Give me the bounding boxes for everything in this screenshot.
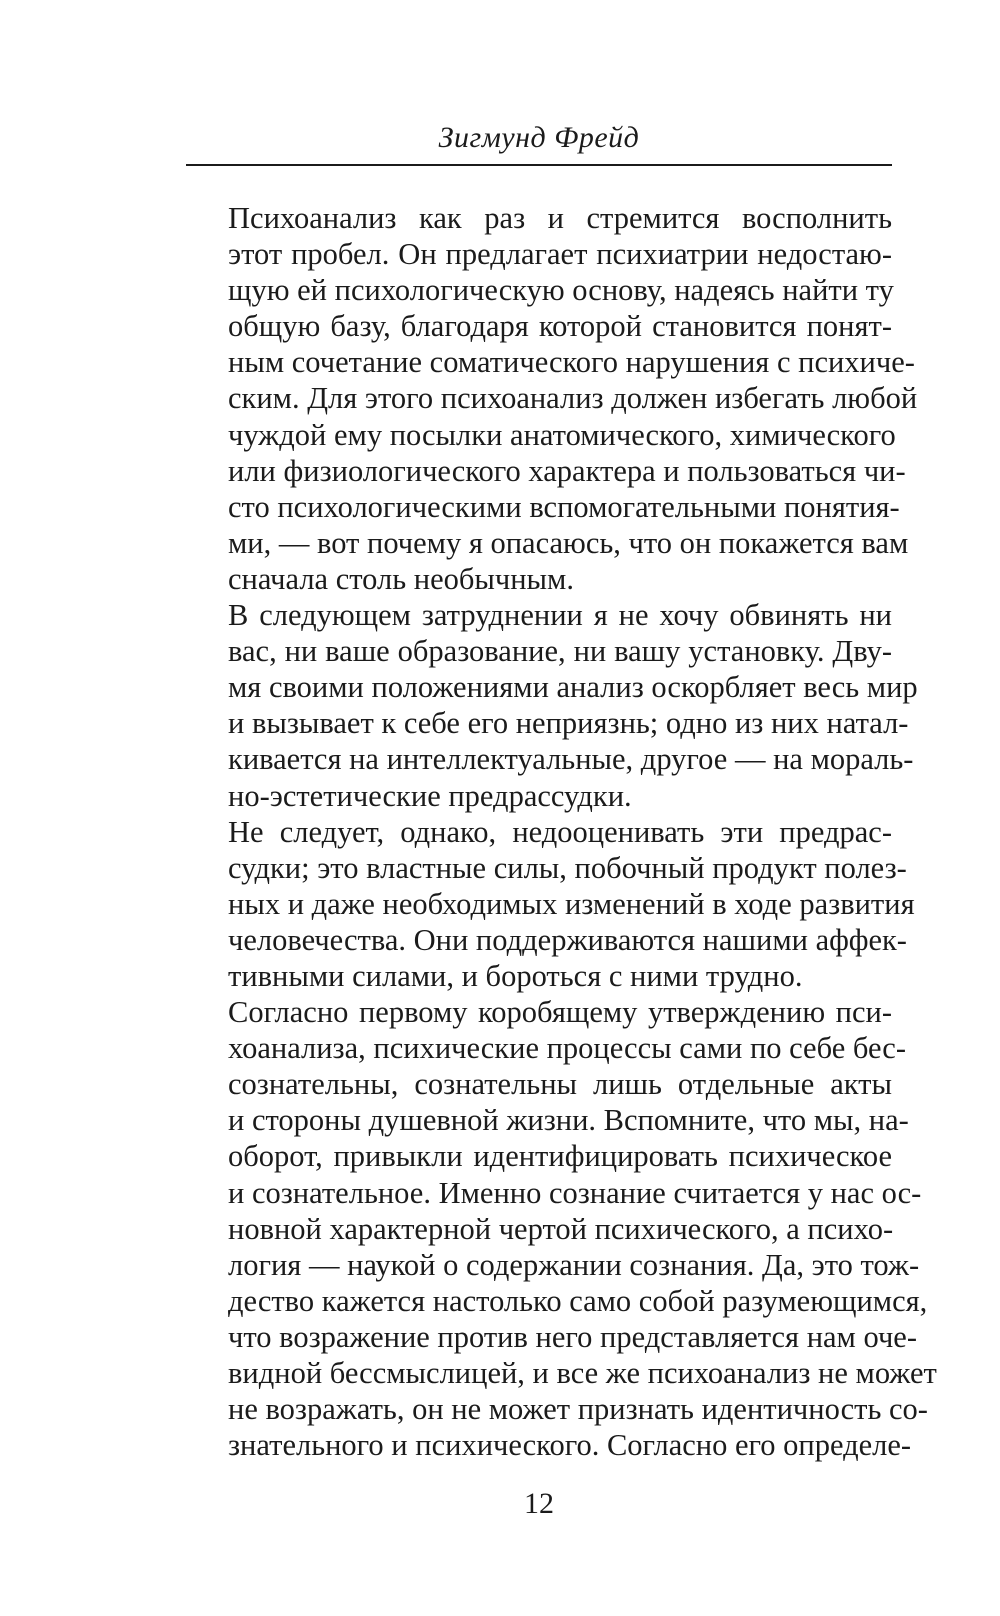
text-line: Согласно первому коробящему утверждению пси- xyxy=(228,995,892,1030)
text-line: Психоанализ как раз и стремится восполнить xyxy=(228,201,892,235)
text-line: тивными силами, и бороться с ними трудно. xyxy=(228,958,803,993)
text-line: В следующем затруднении я не хочу обвинять ни xyxy=(228,598,892,633)
text-line: но-эстетические предрассудки. xyxy=(228,778,632,813)
text-line: человечества. Они поддерживаются нашими аффек- xyxy=(228,922,907,957)
text-line: сто психологическими вспомогательными понятия- xyxy=(228,489,900,524)
paragraph-1 xyxy=(186,200,918,597)
text-line: этот пробел. Он предлагает психиатрии недостаю- xyxy=(228,237,892,272)
text-line: новной характерной чертой психического, а психо- xyxy=(228,1211,894,1246)
text-line: оборот, привыкли идентифицировать психическое xyxy=(228,1139,892,1174)
text-line: щую ей психологическую основу, надеясь найти ту xyxy=(228,273,894,308)
text-line: мя своими положениями анализ оскорбляет весь мир xyxy=(228,670,918,705)
text-line: ми, — вот почему я опасаюсь, что он покажется вам xyxy=(228,525,909,560)
page-number: 12 xyxy=(524,1487,554,1520)
text-line: ным сочетание соматического нарушения с психиче- xyxy=(228,345,915,380)
paragraph-3 xyxy=(186,814,915,994)
text-line: кивается на интеллектуальные, другое — на мораль- xyxy=(228,742,914,777)
text-line: сознательны, сознательны лишь отдельные акты xyxy=(228,1067,892,1102)
text-line: ных и даже необходимых изменений в ходе развития xyxy=(228,886,915,921)
text-line: сначала столь необычным. xyxy=(228,561,574,596)
running-head: Зигмунд Фрейд xyxy=(438,121,640,154)
body-text xyxy=(186,200,937,1463)
text-line: что возражение против него представляется нам оче- xyxy=(228,1319,917,1354)
text-line: хоанализа, психические процессы сами по себе бес- xyxy=(228,1031,906,1066)
text-line: судки; это властные силы, побочный продукт полез- xyxy=(228,850,907,885)
text-line: и вызывает к себе его неприязнь; одно из них натал- xyxy=(228,706,909,741)
text-line: не возражать, он не может признать идентичность со- xyxy=(228,1392,928,1427)
text-line: и сознательное. Именно сознание считается у нас ос- xyxy=(228,1175,922,1210)
text-line: видной бессмыслицей, и все же психоанализ не может xyxy=(228,1356,937,1390)
text-line: вас, ни ваше образование, ни вашу установку. Дву- xyxy=(228,634,892,669)
text-line: и стороны душевной жизни. Вспомните, что мы, на- xyxy=(228,1103,909,1138)
text-line: общую базу, благодаря которой становится понят- xyxy=(228,309,892,344)
text-line: чуждой ему посылки анатомического, химического xyxy=(228,417,896,452)
text-line: ским. Для этого психоанализ должен избегать любой xyxy=(228,381,918,416)
paragraph-2 xyxy=(186,597,918,814)
text-line: логия — наукой о содержании сознания. Да, это тож- xyxy=(228,1247,920,1282)
text-line: Не следует, однако, недооценивать эти предрас- xyxy=(228,814,892,849)
text-line: или физиологического характера и пользоваться чи- xyxy=(228,453,906,488)
text-line: дество кажется настолько само собой разумеющимся, xyxy=(228,1283,928,1318)
paragraph-4 xyxy=(186,994,937,1463)
header-rule xyxy=(186,164,892,166)
text-line: знательного и психического. Согласно его определе- xyxy=(228,1428,912,1463)
